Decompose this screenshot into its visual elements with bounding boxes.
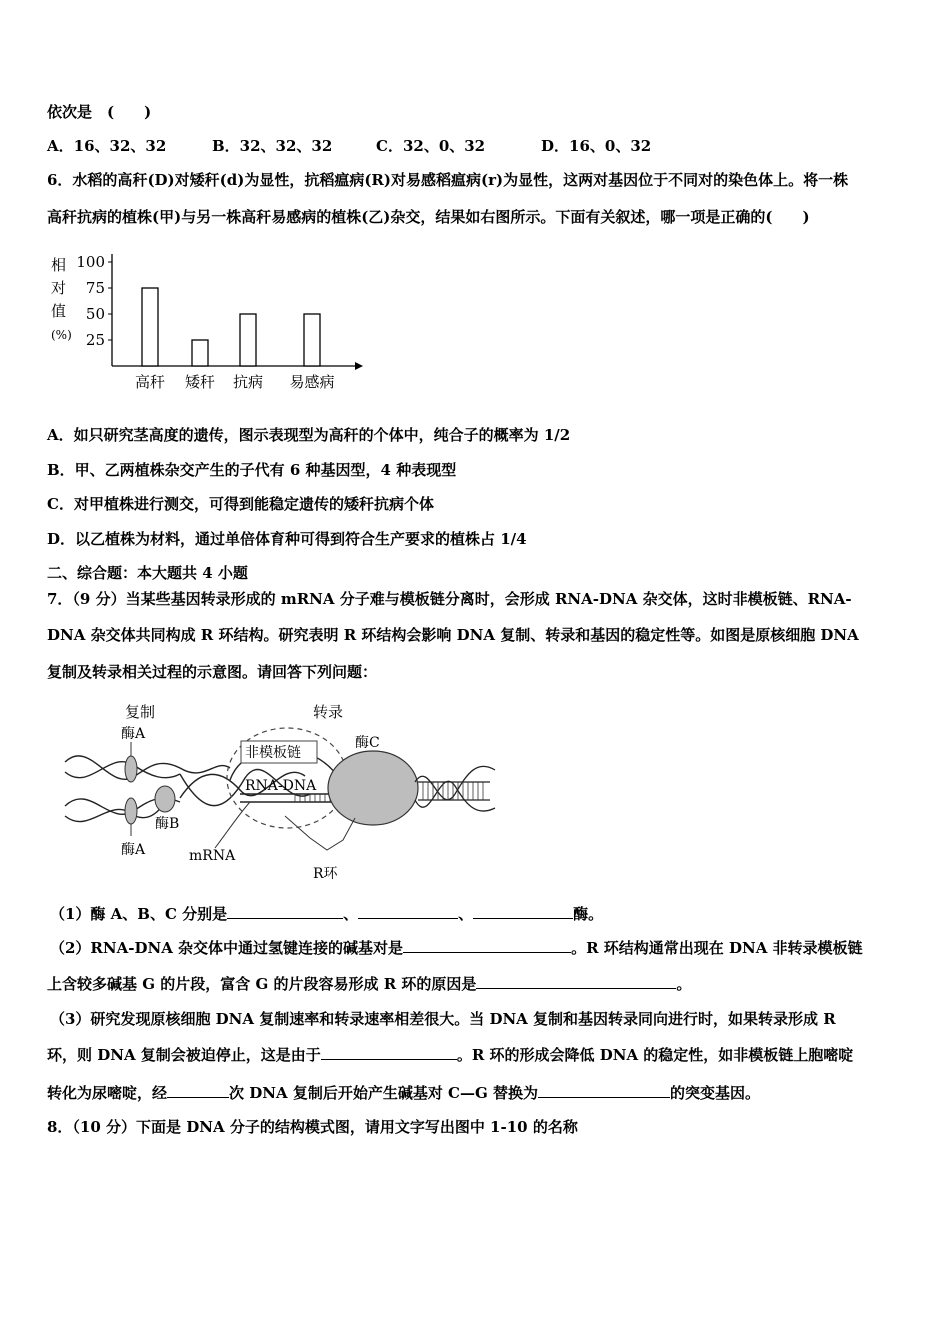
q7-diagram: [55, 698, 505, 888]
y-label-char: 对: [51, 279, 67, 297]
dna-strand-lower-b: [65, 802, 165, 822]
answer-blank-base-pairs[interactable]: [403, 938, 571, 953]
section-heading: 二、综合题：本大题共 4 小题: [47, 564, 248, 582]
x-axis-arrow: [355, 362, 363, 370]
q7-sub1-text: （1）酶 A、B、C 分别是: [50, 905, 228, 923]
q7-sub2-text-b: 。R 环结构通常出现在 DNA 非转录模板链: [571, 939, 863, 957]
q5-tail: 依次是 ( ): [47, 103, 152, 121]
y-tick-label: 100: [76, 253, 105, 271]
y-axis-ticks: [76, 253, 112, 349]
q7-sub2-end: 。: [676, 975, 692, 993]
q6-option-b: B．甲、乙两植株杂交产生的子代有 6 种基因型，4 种表现型: [47, 461, 457, 479]
answer-blank-mutation[interactable]: [538, 1083, 670, 1098]
q7-sub2-text-a: （2）RNA-DNA 杂交体中通过氢键连接的碱基对是: [50, 939, 404, 957]
x-tick-label: 高秆: [134, 373, 166, 391]
q7-stem-line1: 7．（9 分）当某些基因转录形成的 mRNA 分子难与模板链分离时，会形成 RNA-DNA 杂交体，这时非模板链、RNA-: [47, 590, 852, 608]
label-enzyme-c: 酶C: [355, 735, 380, 751]
pointer-r-loop: [285, 816, 355, 850]
q7-sub3-text-e: 次 DNA 复制后开始产生碱基对 C—G 替换为: [229, 1084, 539, 1102]
q7-sub1: [50, 904, 603, 924]
q6-option-c: C．对甲植株进行测交，可得到能稳定遗传的矮秆抗病个体: [47, 495, 434, 513]
q6-option-a: A．如只研究茎高度的遗传，图示表现型为高秆的个体中，纯合子的概率为 1/2: [47, 426, 571, 444]
bar-抗病: [240, 314, 256, 366]
x-tick-label: 矮秆: [184, 373, 216, 391]
answer-blank-g-reason[interactable]: [476, 974, 676, 989]
q7-sub1-sep: 、: [343, 905, 359, 923]
bar-高秆: [142, 288, 158, 366]
bar-矮秆: [192, 340, 208, 366]
y-label-char: 值: [51, 302, 67, 320]
y-label-char: (%): [51, 328, 72, 342]
label-enzyme-a-bottom: 酶A: [121, 842, 146, 858]
y-tick-label: 25: [85, 331, 105, 349]
y-tick-label: 50: [85, 305, 105, 323]
q5-option-a: A．16、32、32: [47, 137, 167, 155]
y-axis-label: [51, 256, 72, 342]
q7-sub3-text-f: 的突变基因。: [670, 1084, 761, 1102]
x-axis-labels: [135, 373, 335, 391]
answer-blank-replication-count[interactable]: [167, 1083, 229, 1098]
enzyme-a-bottom: [125, 798, 137, 824]
q7-sub3-text-c: 。R 环的形成会降低 DNA 的稳定性，如非模板链上胞嘧啶: [456, 1046, 854, 1064]
y-label-char: 相: [51, 256, 67, 274]
q7-sub3-line2: [47, 1045, 853, 1065]
label-non-template: 非模板链: [245, 745, 301, 761]
pointer-mrna: [215, 802, 250, 848]
q7-sub3-line3: [47, 1083, 760, 1103]
label-enzyme-b: 酶B: [155, 816, 180, 832]
q7-sub1-sep: 、: [458, 905, 474, 923]
label-rna-dna: RNA-DNA: [245, 778, 317, 794]
bars: [142, 288, 320, 366]
q6-stem-line1: 6．水稻的高秆(D)对矮秆(d)为显性，抗稻瘟病(R)对易感稻瘟病(r)为显性，这两对基因位于不同对的染色体上。将一株: [47, 171, 849, 189]
q7-sub2-line1: [50, 938, 863, 958]
y-tick-label: 75: [85, 279, 105, 297]
q6-option-d: D．以乙植株为材料，通过单倍体育种可得到符合生产要求的植株占 1/4: [47, 530, 527, 548]
q5-option-c: C．32、0、32: [376, 137, 486, 155]
q7-stem-line2: DNA 杂交体共同构成 R 环结构。研究表明 R 环结构会影响 DNA 复制、转录和基因的稳定性等。如图是原核细胞 DNA: [47, 626, 859, 644]
answer-blank-enzyme-b[interactable]: [358, 904, 458, 919]
q6-bar-chart: [45, 248, 375, 396]
label-replication: 复制: [125, 703, 156, 721]
q7-sub2-text-c: 上含较多碱基 G 的片段，富含 G 的片段容易形成 R 环的原因是: [47, 975, 477, 993]
q5-option-b: B．32、32、32: [212, 137, 333, 155]
q7-stem-line3: 复制及转录相关过程的示意图。请回答下列问题：: [47, 663, 378, 681]
enzyme-b: [155, 786, 175, 812]
enzyme-c: [328, 751, 418, 825]
bar-易感病: [304, 314, 320, 366]
q7-sub1-end: 酶。: [573, 905, 604, 923]
label-transcription: 转录: [313, 703, 344, 721]
x-tick-label: 抗病: [232, 373, 264, 391]
x-tick-label: 易感病: [289, 373, 335, 391]
q6-stem-line2: 高秆抗病的植株(甲)与另一株高秆易感病的植株(乙)杂交，结果如右图所示。下面有关叙述，哪一项是正确的( ): [47, 208, 810, 226]
q5-option-d: D．16、0、32: [541, 137, 652, 155]
label-mrna: mRNA: [189, 848, 236, 864]
answer-blank-enzyme-c[interactable]: [473, 904, 573, 919]
enzyme-a-top: [125, 756, 137, 782]
q7-sub2-line2: [47, 974, 691, 994]
q7-sub3-line1: （3）研究发现原核细胞 DNA 复制速率和转录速率相差很大。当 DNA 复制和基因转录同向进行时，如果转录形成 R: [50, 1010, 836, 1028]
q8-stem: 8．（10 分）下面是 DNA 分子的结构模式图，请用文字写出图中 1-10 的名称: [47, 1118, 578, 1136]
answer-blank-enzyme-a[interactable]: [227, 904, 343, 919]
label-enzyme-a-top: 酶A: [121, 726, 146, 742]
q7-sub3-text-b: 环，则 DNA 复制会被迫停止，这是由于: [47, 1046, 321, 1064]
q7-sub3-text-d: 转化为尿嘧啶，经: [47, 1084, 168, 1102]
answer-blank-stop-reason[interactable]: [321, 1045, 457, 1060]
label-r-loop: R环: [313, 866, 338, 882]
